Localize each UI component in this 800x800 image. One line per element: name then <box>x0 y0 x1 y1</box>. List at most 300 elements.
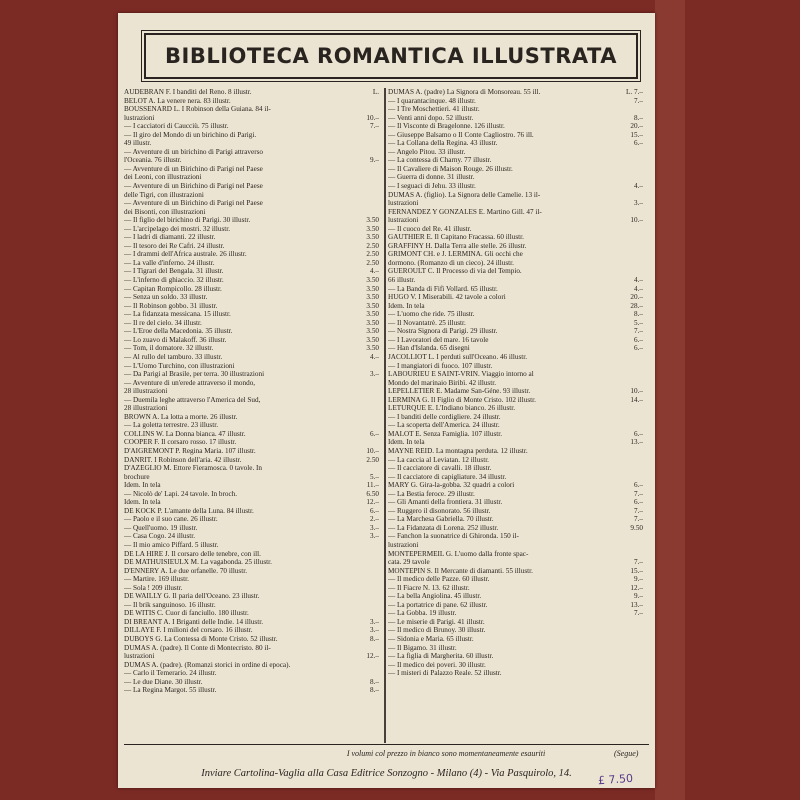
catalog-entry <box>124 473 379 482</box>
catalog-entry <box>388 669 643 678</box>
catalog-entry <box>388 592 643 601</box>
entry-price: 3.50 <box>366 318 379 327</box>
catalog-entry <box>388 532 643 541</box>
entry-title: brochure <box>124 472 150 481</box>
catalog-entry <box>124 567 379 576</box>
entry-price: 6.– <box>634 481 643 490</box>
entry-price: 3.50 <box>366 216 379 225</box>
entry-title: delle Tigri, con illustrazioni <box>124 190 204 199</box>
entry-title: — Il mio amico Piffard. 5 illustr. <box>124 540 219 549</box>
entry-price: 8.– <box>370 635 379 643</box>
entry-title: — La Marchesa Gabriella. 70 illustr. <box>388 515 494 524</box>
entry-title: — Il figlio del birichino di Parigi. 30 illustr. <box>124 216 251 225</box>
catalog-entry <box>388 216 643 225</box>
entry-price: 3.50 <box>366 327 379 336</box>
entry-title: — La figlia di Margherita. 60 illustr. <box>388 652 494 661</box>
entry-title: — La Fidanzata di Lorena. 252 illustr. <box>388 523 499 532</box>
catalog-entry <box>388 139 643 148</box>
entry-title: — La Banda di Fifì Vollard. 65 illustr. <box>388 284 498 293</box>
catalog-entry <box>388 233 643 242</box>
entry-price <box>619 379 643 388</box>
catalog-entry <box>388 105 643 114</box>
entry-price: 6.– <box>370 429 379 438</box>
catalog-entry <box>388 396 643 405</box>
entry-price <box>355 421 379 430</box>
entry-price <box>355 165 379 174</box>
catalog-entry <box>124 524 379 533</box>
entry-price: 20.– <box>630 293 643 302</box>
catalog-entry <box>388 644 643 653</box>
entry-title: lustrazioni <box>124 652 155 661</box>
entry-price <box>355 669 379 678</box>
entry-price: 20.– <box>630 122 643 131</box>
entry-title: — La scoperta dell'America. 24 illustr. <box>388 421 500 430</box>
entry-price <box>619 250 643 259</box>
left-column <box>124 88 379 695</box>
entry-price <box>355 387 379 396</box>
catalog-entry <box>388 173 643 182</box>
entry-price <box>619 413 643 422</box>
catalog-entry <box>388 541 643 550</box>
entry-title: — Il re del cielo. 34 illustr. <box>124 318 202 327</box>
entry-price <box>355 105 379 114</box>
catalog-entry <box>124 601 379 610</box>
entry-title: — Guerra di donne. 31 illustr. <box>388 173 475 182</box>
entry-title: DILLAYE F. I milioni del corsaro. 16 illustr. <box>124 626 253 635</box>
entry-price <box>355 413 379 422</box>
entry-title: — Nostra Signora di Parigi. 29 illustr. <box>388 327 498 336</box>
catalog-page <box>118 13 655 788</box>
catalog-entry <box>124 644 379 653</box>
catalog-entry <box>124 148 379 157</box>
catalog-entry <box>388 225 643 234</box>
entry-price <box>619 532 643 541</box>
catalog-entry <box>388 626 643 635</box>
entry-price <box>619 550 643 559</box>
entry-price: 7.– <box>634 506 643 515</box>
catalog-entry <box>388 515 643 524</box>
catalog-entry <box>124 131 379 140</box>
entry-price <box>355 148 379 157</box>
entry-price <box>619 165 643 174</box>
entry-title: DANRIT. I Robinson dell'aria. 42 illustr. <box>124 455 242 464</box>
catalog-entry <box>124 686 379 695</box>
entry-title: D'AIGREMONT P. Regina Maria. 107 illustr. <box>124 446 256 455</box>
entry-price <box>355 661 379 670</box>
entry-title: — Paolo e il suo cane. 26 illustr. <box>124 515 218 524</box>
entry-title: — Il Visconte di Bragelonne. 126 illustr. <box>388 122 505 131</box>
entry-title: — La goletta terrestre. 23 illustr. <box>124 421 219 430</box>
entry-title: — Giuseppe Balsamo o Il Conte Cagliostro. 76 ill. <box>388 130 534 139</box>
entry-title: — Avventure di un'erede attraverso il mondo, <box>124 378 256 387</box>
catalog-entry <box>388 464 643 473</box>
catalog-entry <box>388 285 643 294</box>
entry-price <box>355 601 379 610</box>
entry-price: 8.– <box>634 113 643 122</box>
entry-title: — Il Bigamo. 31 illustr. <box>388 643 457 652</box>
catalog-entry <box>124 421 379 430</box>
entry-price <box>355 379 379 388</box>
entry-title: — Avventure di un Birichino di Parigi nel Paese <box>124 182 263 191</box>
catalog-entry <box>124 464 379 473</box>
catalog-entry <box>124 438 379 447</box>
entry-price: 3.– <box>370 626 379 635</box>
entry-price <box>355 97 379 106</box>
catalog-entry <box>388 88 643 97</box>
entry-title: — Le miserie di Parigi. 41 illustr. <box>388 617 485 626</box>
catalog-entry <box>388 336 643 345</box>
entry-title: — Il medico delle Pazze. 60 illustr. <box>388 575 490 584</box>
catalog-entry <box>388 447 643 456</box>
entry-title: lustrazioni <box>388 540 419 549</box>
entry-price <box>619 626 643 635</box>
catalog-entry <box>388 473 643 482</box>
entry-price: 3.– <box>634 199 643 208</box>
catalog-entry <box>388 122 643 131</box>
entry-price: 3.50 <box>366 224 379 233</box>
entry-price: 15.– <box>630 130 643 139</box>
entry-price: 5.– <box>370 472 379 481</box>
entry-title: — L'inferno di ghiaccio. 32 illustr. <box>124 276 224 285</box>
entry-title: MAYNE REID. La montagna perduta. 12 illustr. <box>388 446 528 455</box>
entry-price: 2.– <box>370 515 379 524</box>
entry-price: 10.– <box>366 113 379 122</box>
entry-price: 6.– <box>634 344 643 353</box>
entry-price: 4.– <box>634 284 643 293</box>
entry-title: — Lo zuavo di Malakoff. 36 illustr. <box>124 335 227 344</box>
catalog-entry <box>124 498 379 507</box>
catalog-entry <box>388 293 643 302</box>
catalog-entry <box>388 413 643 422</box>
catalog-entry <box>124 515 379 524</box>
entry-price <box>355 609 379 618</box>
entry-price: 7.– <box>634 609 643 618</box>
catalog-entry <box>388 661 643 670</box>
entry-title: dormono. (Romanzo di un cieco). 24 illustr. <box>388 258 514 267</box>
catalog-entry <box>124 327 379 336</box>
entry-title: — I Lavoratori del mare. 16 tavole <box>388 335 489 344</box>
entry-title: — Le due Diane. 30 illustr. <box>124 677 203 686</box>
entry-title: — La contessa di Charny. 77 illustr. <box>388 156 492 165</box>
entry-price: 3.50 <box>366 301 379 310</box>
column-divider <box>385 88 386 743</box>
entry-title: — I seguaci di Jehu. 33 illustr. <box>388 182 476 191</box>
catalog-entry <box>388 267 643 276</box>
catalog-entry <box>388 242 643 251</box>
entry-title: — Da Parigi al Brasile, per terra. 30 illustrazioni <box>124 370 265 379</box>
entry-price: 6.– <box>370 506 379 515</box>
entry-title: — Il medico di Brunoy. 30 illustr. <box>388 626 486 635</box>
entry-price: 12.– <box>366 652 379 661</box>
entry-price <box>619 541 643 550</box>
catalog-entry <box>124 661 379 670</box>
catalog-entry <box>388 584 643 593</box>
catalog-entry <box>124 532 379 541</box>
entry-title: — La Bestia feroce. 29 illustr. <box>388 489 475 498</box>
entry-title: — L'arcipelago dei mostri. 32 illustr. <box>124 224 231 233</box>
entry-price <box>355 404 379 413</box>
catalog-entry <box>388 558 643 567</box>
entry-title: GRIMONT CH. e J. LERMINA. Gli occhi che <box>388 250 523 259</box>
entry-title: — Il giro del Mondo di un birichino di Parigi. <box>124 130 257 139</box>
continued-label: (Segue) <box>614 749 639 758</box>
entry-title: — Capitan Rompicollo. 28 illustr. <box>124 284 222 293</box>
entry-title: 28 illustrazioni <box>124 404 168 413</box>
catalog-entry <box>124 609 379 618</box>
entry-price: 12.– <box>366 498 379 507</box>
catalog-entry <box>388 550 643 559</box>
entry-price <box>355 199 379 208</box>
entry-title: GAUTHIER E. Il Capitano Fracassa. 60 illustr. <box>388 233 524 242</box>
entry-title: dei Leoni, con illustrazioni <box>124 173 202 182</box>
entry-price: 8.– <box>370 677 379 686</box>
catalog-entry <box>124 584 379 593</box>
catalog-entry <box>388 310 643 319</box>
catalog-entry <box>388 507 643 516</box>
entry-title: — Tom, il domatore. 32 illustr. <box>124 344 214 353</box>
catalog-entry <box>124 635 379 644</box>
entry-title: — L'uomo che ride. 75 illustr. <box>388 310 475 319</box>
catalog-entry <box>124 156 379 165</box>
catalog-entry <box>124 225 379 234</box>
entry-title: — L'Eroe della Macedonia. 35 illustr. <box>124 327 233 336</box>
catalog-entry <box>388 438 643 447</box>
entry-price: 3.50 <box>366 284 379 293</box>
entry-title: 66 illustr. <box>388 276 416 285</box>
catalog-entry <box>388 131 643 140</box>
entry-title: — Al rullo del tamburo. 33 illustr. <box>124 352 223 361</box>
entry-price: 7.– <box>634 327 643 336</box>
entry-price: 10.– <box>630 387 643 396</box>
entry-price: 4.– <box>370 352 379 361</box>
entry-price: 2.50 <box>366 258 379 267</box>
entry-price: 9.50 <box>630 523 643 532</box>
entry-title: COOPER F. Il corsaro rosso. 17 illustr. <box>124 438 237 447</box>
catalog-entry <box>124 259 379 268</box>
entry-title: DUBOYS G. La Contessa di Monte Cristo. 52 illustr. <box>124 635 278 643</box>
entry-title: lustrazioni <box>388 216 419 225</box>
entry-title: DUMAS A. (padre) La Signora di Monsoreau. 55 ill. <box>388 88 541 96</box>
entry-price: 13.– <box>630 600 643 609</box>
entry-price <box>619 370 643 379</box>
entry-title: JACOLLIOT L. I perduti sull'Oceano. 46 illustr. <box>388 352 528 361</box>
entry-price: 14.– <box>630 395 643 404</box>
catalog-entry <box>124 336 379 345</box>
catalog-entry <box>124 550 379 559</box>
entry-price: 7.– <box>634 558 643 567</box>
catalog-entry <box>124 97 379 106</box>
entry-price: 2.50 <box>366 250 379 259</box>
catalog-entry <box>388 156 643 165</box>
catalog-entry <box>124 182 379 191</box>
entry-title: — Il Cavaliere di Maison Rouge. 26 illustr. <box>388 164 513 173</box>
catalog-entry <box>124 396 379 405</box>
entry-title: — I mangiatori di fuoco. 107 illustr. <box>388 361 493 370</box>
entry-price: 4.– <box>634 182 643 191</box>
entry-title: DE WITIS C. Cuor di fanciullo. 180 illustr. <box>124 609 249 618</box>
entry-title: — Avventure di un birichino di Parigi attraverso <box>124 147 263 156</box>
entry-title: GRAFFINY H. Dalla Terra alle stelle. 26 illustr. <box>388 241 527 250</box>
catalog-entry <box>388 618 643 627</box>
catalog-entry <box>124 242 379 251</box>
entry-title: BOUSSENARD L. I Robinson della Guiana. 84 il- <box>124 105 271 114</box>
entry-title: LABOURIEU E SAINT-VRIN. Viaggio intorno al <box>388 370 534 379</box>
entry-price: L. 7.– <box>626 88 643 96</box>
entry-title: — I Tre Moschettieri. 41 illustr. <box>388 105 480 114</box>
entry-title: — Casa Cogo. 24 illustr. <box>124 532 196 541</box>
entry-title: — I ladri di diamanti. 22 illustr. <box>124 233 216 242</box>
entry-price <box>619 353 643 362</box>
catalog-entry <box>388 609 643 618</box>
entry-price: L. <box>372 88 379 96</box>
entry-title: — Gli Amanti della frontiera. 31 illustr. <box>388 498 503 507</box>
entry-price: 7.– <box>634 489 643 498</box>
entry-price <box>619 661 643 670</box>
entry-price <box>619 362 643 371</box>
entry-price: 11.– <box>366 481 379 490</box>
catalog-entry <box>124 165 379 174</box>
entry-title: — I cacciatori di Caucciù. 75 illustr. <box>124 122 229 131</box>
entry-title: 28 illustrazioni <box>124 387 168 396</box>
entry-price: 3.50 <box>366 335 379 344</box>
entry-price: 12.– <box>630 583 643 592</box>
entry-title: — Nicolò de' Lapi. 24 tavole. In broch. <box>124 489 238 498</box>
entry-title: MALOT E. Senza Famiglia. 107 illustr. <box>388 429 503 438</box>
catalog-entry <box>124 362 379 371</box>
entry-price: 6.– <box>634 139 643 148</box>
entry-price: 10.– <box>630 216 643 225</box>
entry-title: — La bella Angiolina. 45 illustr. <box>388 592 482 601</box>
entry-title: AUDEBRAN F. I banditi del Reno. 8 illustr. <box>124 88 252 96</box>
entry-title: DUMAS A. (padre). Il Conte di Montecristo. 80 il- <box>124 643 271 652</box>
catalog-entry <box>124 353 379 362</box>
entry-title: — La Gobba. 19 illustr. <box>388 609 457 618</box>
entry-price <box>619 652 643 661</box>
entry-title: MARY G. Gira-la-gobba. 32 quadri a colori <box>388 481 515 490</box>
entry-price: 9.– <box>634 592 643 601</box>
entry-price <box>619 233 643 242</box>
entry-price: 5.– <box>634 318 643 327</box>
entry-title: — La valle d'inferno. 24 illustr. <box>124 258 215 267</box>
catalog-entry <box>124 370 379 379</box>
entry-title: — Quell'uomo. 19 illustr. <box>124 523 198 532</box>
catalog-entry <box>124 285 379 294</box>
entry-price <box>355 575 379 584</box>
entry-title: lustrazioni <box>124 113 155 122</box>
entry-price <box>355 139 379 148</box>
entry-title: DE WAILLY G. Il paria dell'Oceano. 23 illustr. <box>124 592 260 601</box>
entry-price: 3.50 <box>366 310 379 319</box>
catalog-entry <box>124 481 379 490</box>
entry-price: 15.– <box>630 566 643 575</box>
entry-title: — Carlo il Temerario. 24 illustr. <box>124 669 217 678</box>
entry-title: — La Regina Margot. 55 illustr. <box>124 686 217 695</box>
catalog-entry <box>388 567 643 576</box>
entry-title: — Han d'Islanda. 65 disegni <box>388 344 470 353</box>
entry-title: 49 illustr. <box>124 139 152 148</box>
catalog-entry <box>124 379 379 388</box>
entry-title: — Duemila leghe attraverso l'America del Sud, <box>124 395 261 404</box>
entry-title: D'ENNERY A. Le due orfanelle. 70 illustr. <box>124 566 247 575</box>
entry-title: — Ruggero il disonorato. 56 illustr. <box>388 506 491 515</box>
catalog-entry <box>388 430 643 439</box>
entry-price <box>619 669 643 678</box>
catalog-entry <box>388 97 643 106</box>
entry-price <box>619 404 643 413</box>
entry-title: dei Bisonti, con illustrazioni <box>124 207 206 216</box>
catalog-entry <box>124 387 379 396</box>
availability-note: I volumi col prezzo in bianco sono momentaneamente esauriti <box>346 749 546 758</box>
catalog-entry <box>388 387 643 396</box>
catalog-entry <box>124 191 379 200</box>
entry-title: BROWN A. La lotta a morte. 26 illustr. <box>124 412 238 421</box>
entry-price <box>355 438 379 447</box>
entry-title: — Martire. 169 illustr. <box>124 575 189 584</box>
entry-title: — L'Uomo Turchino, con illustrazioni <box>124 361 235 370</box>
entry-price: 8.– <box>370 686 379 695</box>
entry-price <box>619 267 643 276</box>
entry-title: FERNANDEZ Y GONZALES E. Martino Gill. 47 il- <box>388 207 542 216</box>
entry-price <box>619 259 643 268</box>
entry-price: 9.– <box>634 575 643 584</box>
entry-price <box>619 635 643 644</box>
entry-price <box>619 447 643 456</box>
entry-price: 4.– <box>370 267 379 276</box>
entry-price: 7.– <box>634 96 643 105</box>
entry-price <box>619 473 643 482</box>
entry-title: LERMINA G. Il Figlio di Monte Cristo. 102 illustr. <box>388 395 536 404</box>
catalog-entry <box>124 199 379 208</box>
entry-title: — Senza un soldo. 33 illustr. <box>124 293 208 302</box>
catalog-entry <box>388 319 643 328</box>
entry-title: — Il medico dei poveri. 30 illustr. <box>388 660 486 669</box>
entry-title: l'Oceania. 76 illustr. <box>124 156 182 165</box>
entry-title: Idem. In tela <box>124 498 161 507</box>
entry-title: DE LA HIRE J. Il corsaro delle tenebre, con ill. <box>124 549 261 558</box>
catalog-entry <box>388 165 643 174</box>
entry-title: — Il Fiacre N. 13. 62 illustr. <box>388 583 470 592</box>
entry-title: Mondo del marinaio Biribì. 42 illustr. <box>388 378 497 387</box>
entry-price <box>355 464 379 473</box>
catalog-entry <box>124 216 379 225</box>
entry-title: — Il Robinson gobbo. 31 illustr. <box>124 301 218 310</box>
entry-price <box>355 131 379 140</box>
entry-price <box>619 208 643 217</box>
catalog-entry <box>124 88 379 97</box>
entry-title: — I Tigrari del Bengala. 31 illustr. <box>124 267 224 276</box>
catalog-entry <box>388 524 643 533</box>
catalog-entry <box>124 105 379 114</box>
entry-price <box>355 396 379 405</box>
entry-title: — Fanchon la suonatrice di Ghironda. 150 il- <box>388 532 519 541</box>
catalog-entry <box>388 362 643 371</box>
catalog-entry <box>388 498 643 507</box>
entry-title: DUMAS A. (figlio). La Signora delle Camelie. 13 il- <box>388 190 541 199</box>
catalog-entry <box>388 327 643 336</box>
catalog-entry <box>124 310 379 319</box>
entry-price: 8.– <box>634 310 643 319</box>
entry-price: 7.– <box>634 515 643 524</box>
entry-price: 3.50 <box>366 344 379 353</box>
entry-price: 3.50 <box>366 233 379 242</box>
catalog-entry <box>124 678 379 687</box>
entry-price <box>619 173 643 182</box>
entry-price <box>619 644 643 653</box>
entry-title: DE MATHUISIEULX M. La vagabonda. 25 illustr. <box>124 558 272 567</box>
entry-title: — Sidonia e Maria. 65 illustr. <box>388 635 474 643</box>
entry-price <box>619 225 643 234</box>
catalog-entry <box>388 199 643 208</box>
